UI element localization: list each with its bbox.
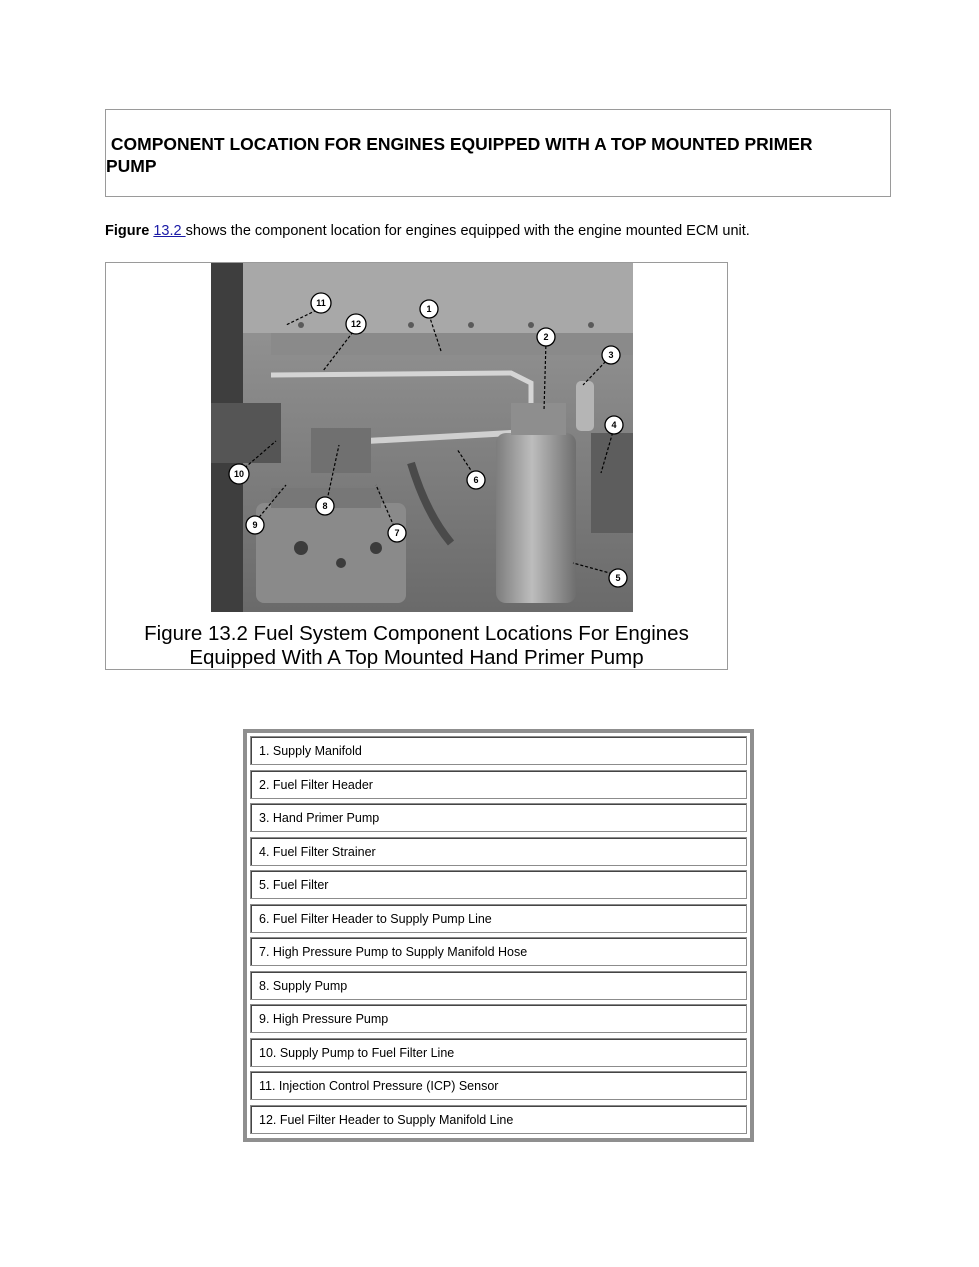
figure-link[interactable]: 13.2 (153, 223, 186, 239)
figure-caption-line-1: Figure 13.2 Fuel System Component Locations For Engines (144, 622, 689, 645)
legend-row: 6. Fuel Filter Header to Supply Pump Line (250, 904, 747, 933)
callout-7 (388, 524, 406, 542)
legend-row: 10. Supply Pump to Fuel Filter Line (250, 1038, 747, 1067)
legend-row: 2. Fuel Filter Header (250, 770, 747, 799)
callout-6 (467, 471, 485, 489)
legend-row: 3. Hand Primer Pump (250, 803, 747, 832)
section-heading-box (105, 109, 891, 197)
legend-row: 8. Supply Pump (250, 971, 747, 1000)
intro-paragraph (105, 221, 750, 241)
legend-row: 12. Fuel Filter Header to Supply Manifold Line (250, 1105, 747, 1134)
legend-row: 11. Injection Control Pressure (ICP) Sensor (250, 1071, 747, 1100)
svg-text:12: 12 (350, 319, 362, 329)
legend-row: 1. Supply Manifold (250, 736, 747, 765)
figure-word: Figure (105, 223, 150, 239)
svg-text:8: 8 (322, 501, 328, 511)
svg-text:10: 10 (233, 469, 245, 479)
callout-8 (316, 497, 334, 515)
figure-caption (106, 622, 727, 670)
svg-text:4: 4 (611, 420, 617, 430)
callout-4 (605, 416, 623, 434)
callout-2 (537, 328, 555, 346)
legend-row: 9. High Pressure Pump (250, 1004, 747, 1033)
callout-11 (311, 293, 331, 313)
svg-text:1: 1 (426, 304, 432, 314)
callout-1 (420, 300, 438, 318)
legend-row: 4. Fuel Filter Strainer (250, 837, 747, 866)
engine-photo-svg (211, 263, 633, 612)
component-legend-table (243, 729, 754, 1142)
intro-text: shows the component location for engines equipped with the engine mounted ECM unit. (185, 223, 750, 239)
engine-photo (211, 263, 633, 612)
svg-text:11: 11 (316, 298, 326, 308)
svg-text:3: 3 (608, 350, 614, 360)
legend-row: 7. High Pressure Pump to Supply Manifold Hose (250, 937, 747, 966)
section-heading: COMPONENT LOCATION FOR ENGINES EQUIPPED WITH A TOP MOUNTED PRIMER PUMP (106, 134, 813, 176)
svg-text:9: 9 (252, 520, 258, 530)
svg-text:2: 2 (543, 332, 549, 342)
figure-box (105, 262, 728, 670)
legend-row: 5. Fuel Filter (250, 870, 747, 899)
callout-12 (346, 314, 366, 334)
svg-text:7: 7 (394, 528, 400, 538)
figure-caption-line-2: Equipped With A Top Mounted Hand Primer Pump (189, 646, 644, 669)
callout-3 (602, 346, 620, 364)
callout-5 (609, 569, 627, 587)
callout-10 (229, 464, 249, 484)
callout-9 (246, 516, 264, 534)
svg-text:6: 6 (473, 475, 479, 485)
svg-text:5: 5 (615, 573, 621, 583)
